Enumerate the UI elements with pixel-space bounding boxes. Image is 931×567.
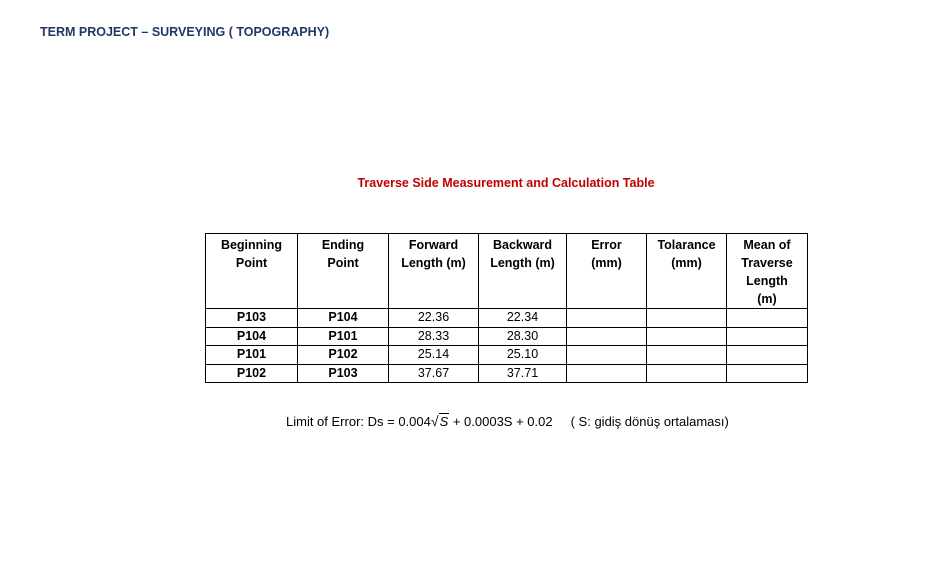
cell-mean: [727, 364, 808, 383]
sqrt-symbol: √: [430, 413, 439, 429]
cell-forward: 28.33: [389, 327, 479, 346]
cell-error: [567, 309, 647, 328]
cell-tolerance: [647, 309, 727, 328]
table-row: [206, 327, 808, 346]
col-header-error: Error (mm): [567, 234, 647, 309]
cell-forward: 25.14: [389, 346, 479, 365]
cell-end: P104: [298, 309, 389, 328]
table-title: Traverse Side Measurement and Calculation Table: [357, 176, 655, 190]
cell-end: P101: [298, 327, 389, 346]
sqrt-argument: S: [439, 414, 449, 429]
cell-tolerance: [647, 327, 727, 346]
cell-error: [567, 364, 647, 383]
cell-mean: [727, 309, 808, 328]
cell-begin: P101: [206, 346, 298, 365]
col-header-forward-length: Forward Length (m): [389, 234, 479, 309]
cell-begin: P103: [206, 309, 298, 328]
cell-forward: 22.36: [389, 309, 479, 328]
document-header: TERM PROJECT – SURVEYING ( TOPOGRAPHY): [40, 25, 330, 39]
cell-begin: P104: [206, 327, 298, 346]
error-limit-formula: [286, 413, 729, 429]
col-header-tolerance: Tolarance (mm): [647, 234, 727, 309]
cell-end: P103: [298, 364, 389, 383]
table-row: [206, 346, 808, 365]
cell-backward: 22.34: [479, 309, 567, 328]
formula-prefix: Limit of Error: Ds = 0.004: [286, 414, 431, 429]
cell-mean: [727, 327, 808, 346]
cell-backward: 28.30: [479, 327, 567, 346]
formula-note: ( S: gidiş dönüş ortalaması): [570, 414, 729, 429]
cell-tolerance: [647, 346, 727, 365]
table-row: [206, 364, 808, 383]
cell-forward: 37.67: [389, 364, 479, 383]
col-header-backward-length: Backward Length (m): [479, 234, 567, 309]
cell-tolerance: [647, 364, 727, 383]
cell-mean: [727, 346, 808, 365]
col-header-beginning-point: Beginning Point: [206, 234, 298, 309]
col-header-mean-length: Mean of Traverse Length (m): [727, 234, 808, 309]
cell-error: [567, 327, 647, 346]
cell-end: P102: [298, 346, 389, 365]
sqrt-term: [431, 413, 449, 429]
formula-suffix: + 0.0003S + 0.02: [449, 414, 553, 429]
table-header-row: [206, 234, 808, 309]
table-row: [206, 309, 808, 328]
col-header-ending-point: Ending Point: [298, 234, 389, 309]
traverse-table: [205, 233, 808, 383]
cell-backward: 25.10: [479, 346, 567, 365]
cell-backward: 37.71: [479, 364, 567, 383]
cell-error: [567, 346, 647, 365]
cell-begin: P102: [206, 364, 298, 383]
